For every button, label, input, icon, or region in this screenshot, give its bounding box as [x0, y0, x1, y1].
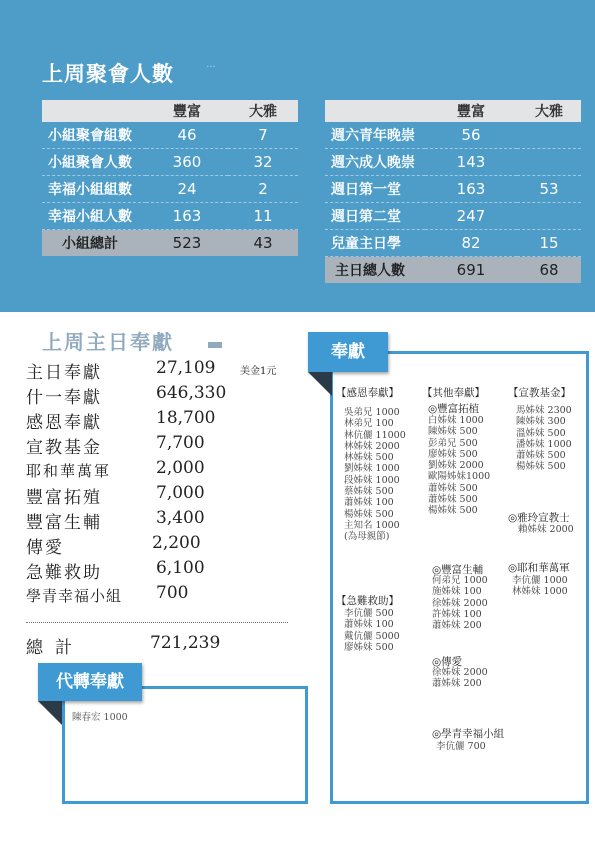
offering-item: [26, 556, 296, 581]
total-value: 68: [517, 257, 581, 284]
transfer-tab: 代轉奉獻: [38, 663, 142, 701]
donation-heading: ◎豐富生輔: [432, 564, 484, 576]
offering-title: 上周主日奉獻: [42, 330, 174, 354]
donation-heading: ◎耶和華萬軍: [508, 562, 570, 574]
column-header: 大雅: [517, 100, 581, 122]
total-value: 523: [146, 230, 228, 257]
row-label: 週日第二堂: [325, 203, 425, 230]
offering-list: [26, 356, 296, 606]
usd-note: 美金1元: [240, 366, 277, 377]
offering-item: [26, 531, 296, 556]
total-row: [325, 257, 581, 284]
value-cell: 143: [425, 149, 517, 176]
offering-amount: 646,330: [156, 383, 227, 403]
tab-fold: [308, 372, 332, 396]
attendance-title: 上周聚會人數: [42, 62, 174, 86]
table-row: [325, 203, 581, 230]
offering-amount: 27,109: [156, 358, 216, 378]
offering-amount: 7,700: [156, 433, 205, 453]
value-cell: 24: [146, 176, 228, 203]
offering-item: [26, 456, 296, 481]
value-cell: 163: [425, 176, 517, 203]
total-label: 主日總人數: [325, 257, 425, 284]
offering-name: 豐富拓殖: [26, 488, 102, 508]
value-cell: 32: [228, 149, 298, 176]
value-cell: 46: [146, 122, 228, 149]
offering-name: 宣教基金: [26, 438, 102, 458]
donation-list: 吳弟兄 1000 林弟兄 100 林伉儷 11000 林姊妹 2000 林姊妹 500 劉姊妹 1000 段姊妹 1000 蔡姊妹 500 蕭姊妹 100 楊姊妹 500 主知名 1000 (為母親節): [344, 407, 406, 543]
transfer-box: [62, 686, 308, 804]
offering-amount: 2,000: [156, 458, 205, 478]
table-row: [42, 176, 298, 203]
value-cell: 56: [425, 122, 517, 149]
total-value: 43: [228, 230, 298, 257]
value-cell: 360: [146, 149, 228, 176]
donation-list: 徐姊妹 2000 蕭姊妹 200: [432, 667, 488, 690]
table-header: [42, 100, 298, 122]
total-label: 小組總計: [42, 230, 146, 257]
table-row: [325, 122, 581, 149]
total-label: 總計: [26, 638, 84, 658]
value-cell: 15: [517, 230, 581, 257]
donation-heading: ◎雅玲宣教士: [508, 512, 570, 524]
donation-list: 白姊妹 1000 陳姊妹 500 彭弟兄 500 廖姊妹 500 劉姊妹 2000 歐陽姊妹1000 蕭姊妹 500 蕭姊妹 500 楊姊妹 500: [428, 415, 491, 517]
row-label: 幸福小組人數: [42, 203, 146, 230]
donation-heading: 【急難救助】: [336, 595, 399, 607]
column-header: 豐富: [425, 100, 517, 122]
row-label: 幸福小組組數: [42, 176, 146, 203]
row-label: 週六成人晚崇: [325, 149, 425, 176]
offering-name: 急難救助: [26, 563, 102, 583]
column-header: 大雅: [228, 100, 298, 122]
donation-heading: 【其他奉獻】: [422, 387, 485, 399]
offering-item: [26, 481, 296, 506]
offering-item: [26, 381, 296, 406]
offering-name: 傳愛: [26, 538, 64, 558]
tab-fold: [38, 701, 62, 725]
row-label: 小組聚會組數: [42, 122, 146, 149]
donation-heading: ◎豐富拓植: [428, 403, 480, 415]
offering-name: 什一奉獻: [26, 388, 102, 408]
offering-amount: 18,700: [156, 408, 216, 428]
offering-item: [26, 356, 296, 381]
offering-amount: 2,200: [152, 533, 201, 553]
table-row: [325, 149, 581, 176]
divider: [26, 622, 288, 623]
table-row: [325, 176, 581, 203]
table-row: [42, 122, 298, 149]
total-value: 691: [425, 257, 517, 284]
donation-heading: ◎傳愛: [432, 656, 463, 668]
value-cell: 163: [146, 203, 228, 230]
value-cell: 82: [425, 230, 517, 257]
value-cell: 7: [228, 122, 298, 149]
donation-list: 李伉儷 500 蕭姊妹 100 戴伉儷 5000 廖姊妹 500: [344, 608, 400, 653]
row-label: 週六青年晚崇: [325, 122, 425, 149]
row-label: 兒童主日學: [325, 230, 425, 257]
total-row: [42, 230, 298, 257]
value-cell: [517, 149, 581, 176]
offering-name: 感恩奉獻: [26, 413, 102, 433]
offering-amount: 3,400: [156, 508, 205, 528]
offering-name: 耶和華萬軍: [26, 462, 112, 480]
offering-item: [26, 581, 296, 606]
table-row: [42, 203, 298, 230]
donation-list: 賴姊妹 2000: [518, 524, 574, 535]
value-cell: [517, 203, 581, 230]
donation-heading: ◎學青幸福小組: [432, 728, 505, 740]
offering-amount: 7,000: [156, 483, 205, 503]
donation-list: 李伉儷 700: [436, 741, 486, 752]
offering-item: [26, 506, 296, 531]
table-header: [325, 100, 581, 122]
title-decoration: ᐧᐧᐧ: [206, 60, 216, 74]
value-cell: 53: [517, 176, 581, 203]
transfer-entries: 陳春宏 1000: [72, 712, 128, 723]
offering-name: 學青幸福小組: [26, 587, 123, 605]
donation-list: 馬姊妹 2300 陳姊妹 300 溫姊妹 500 潘姊妹 1000 蕭姊妹 500 楊姊妹 500: [516, 405, 572, 473]
donations-tab: 奉獻: [308, 332, 388, 372]
table-row: [42, 149, 298, 176]
service-stats-table: [325, 100, 581, 283]
donation-list: 何弟兄 1000 施姊妹 100 徐姊妹 2000 許姊妹 100 蕭姊妹 200: [432, 575, 488, 632]
offering-amount: 700: [156, 583, 189, 603]
donation-heading: 【感恩奉獻】: [336, 387, 399, 399]
title-bar: [208, 342, 222, 348]
offering-name: 主日奉獻: [26, 363, 102, 383]
value-cell: [517, 122, 581, 149]
row-label: 週日第一堂: [325, 176, 425, 203]
group-stats-table: [42, 100, 298, 256]
row-label: 小組聚會人數: [42, 149, 146, 176]
value-cell: 11: [228, 203, 298, 230]
total-value: 721,239: [150, 633, 221, 653]
donation-list: 李伉儷 1000 林姊妹 1000: [512, 575, 568, 598]
offering-amount: 6,100: [156, 558, 205, 578]
offering-name: 豐富生輔: [26, 513, 102, 533]
table-row: [325, 230, 581, 257]
donation-heading: 【宣教基金】: [508, 387, 571, 399]
value-cell: 247: [425, 203, 517, 230]
offering-item: [26, 431, 296, 456]
column-header: 豐富: [146, 100, 228, 122]
value-cell: 2: [228, 176, 298, 203]
offering-item: [26, 406, 296, 431]
